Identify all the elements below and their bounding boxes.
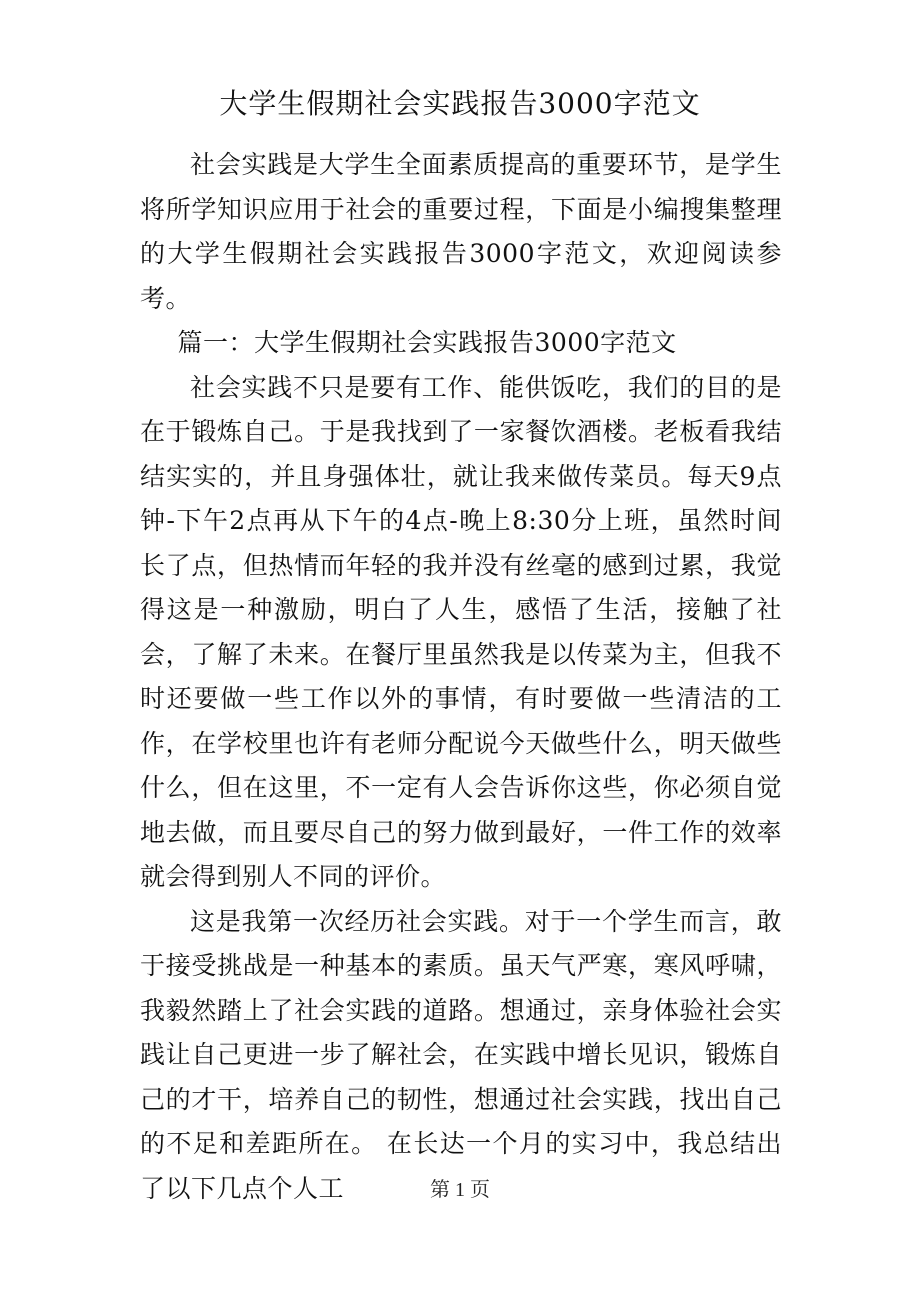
document-title: 大学生假期社会实践报告3000字范文 — [219, 87, 701, 120]
body-paragraph-2: 这是我第一次经历社会实践。对于一个学生而言，敢于接受挑战是一种基本的素质。虽天气严寒，寒风呼啸，我毅然踏上了社会实践的道路。想通过，亲身体验社会实践让自己更进一步了解社会，在实践中增长见识，锻炼自己的才干，培养自己的韧性，想通过社会实践，找出自己的不足和差距所在。 在长达一个月的实习中，我总结出了以下几点个人工 — [140, 906, 782, 1203]
page-number: 第 1 页 — [430, 1179, 490, 1201]
document-body — [140, 143, 782, 1211]
body-paragraph-1: 社会实践不只是要有工作、能供饭吃，我们的目的是在于锻炼自己。于是我找到了一家餐饮酒楼。老板看我结结实实的，并且身强体壮，就让我来做传菜员。每天9点钟-下午2点再从下午的4点-晚上8:30分上班，虽然时间长了点，但热情而年轻的我并没有丝毫的感到过累，我觉得这是一种激励，明白了人生，感悟了生活，接触了社会，了解了未来。在餐厅里虽然我是以传菜为主，但我不时还要做一些工作以外的事情，有时要做一些清洁的工作，在学校里也许有老师分配说今天做些什么，明天做些什么，但在这里，不一定有人会告诉你这些，你必须自觉地去做，而且要尽自己的努力做到最好，一件工作的效率就会得到别人不同的评价。 — [140, 372, 782, 891]
intro-paragraph: 社会实践是大学生全面素质提高的重要环节，是学生将所学知识应用于社会的重要过程，下面是小编搜集整理的大学生假期社会实践报告3000字范文，欢迎阅读参考。 — [140, 150, 782, 313]
section-heading: 篇一：大学生假期社会实践报告3000字范文 — [177, 328, 677, 357]
